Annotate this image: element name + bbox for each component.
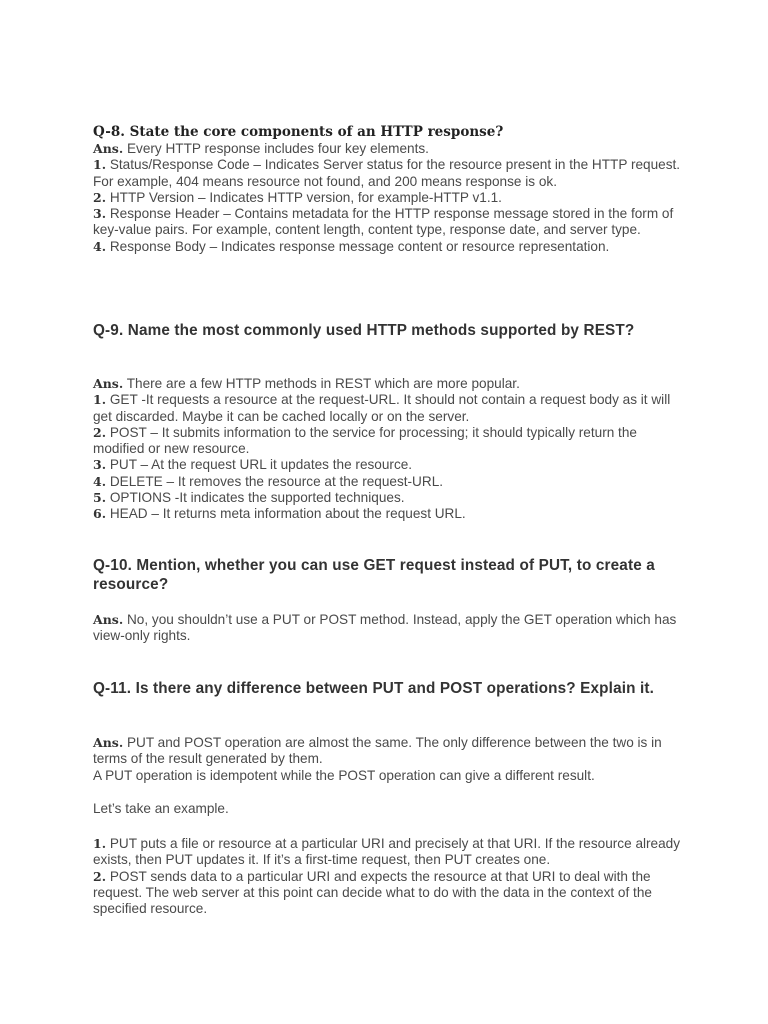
item-text: HTTP Version – Indicates HTTP version, for example-HTTP v1.1. [106, 189, 502, 205]
item-text: DELETE – It removes the resource at the request-URL. [106, 473, 444, 489]
item-number: 2. [93, 189, 107, 205]
item-number: 3. [93, 206, 107, 222]
answer-intro [93, 141, 683, 157]
item-text: PUT puts a file or resource at a particular URI and precisely at that URI. If the resource already exists, then PUT updates it. If it’s a first-time request, then PUT creates one. [93, 836, 681, 868]
ans-label: Ans. [93, 141, 124, 156]
list-item [93, 190, 683, 206]
answer-body [93, 376, 683, 523]
item-text: Response Body – Indicates response message content or resource representation. [106, 238, 610, 254]
item-text: POST – It submits information to the service for processing; it should typically return the modified or new resource. [93, 424, 637, 457]
item-number: 4. [93, 473, 107, 489]
item-text: HEAD – It returns meta information about the request URL. [106, 506, 466, 522]
answer-body [93, 612, 683, 645]
item-number: 6. [93, 506, 107, 522]
answer-intro [93, 612, 683, 645]
list-item [93, 836, 683, 869]
item-text: OPTIONS -It indicates the supported techniques. [106, 490, 405, 506]
ans-text: Every HTTP response includes four key elements. [123, 141, 429, 156]
answer-line: A PUT operation is idempotent while the POST operation can give a different result. [93, 767, 595, 783]
question-title: Q-8. State the core components of an HTTP response? [93, 124, 504, 140]
list-item [93, 392, 683, 425]
answer-body [93, 735, 683, 784]
list-item [93, 157, 683, 190]
ans-text: PUT and POST operation are almost the same. The only difference between the two is in terms of the result generated by them. [93, 735, 662, 767]
ans-label: Ans. [93, 735, 124, 750]
example-intro [93, 801, 683, 817]
section-q10 [93, 556, 683, 594]
question-title: Q-10. Mention, whether you can use GET request instead of PUT, to create a resource? [93, 557, 655, 593]
item-number: 2. [93, 868, 107, 884]
item-number: 1. [93, 392, 107, 408]
list-item [93, 206, 683, 239]
section-q11 [93, 679, 683, 698]
answer-intro [93, 735, 683, 768]
item-text: GET -It requests a resource at the request-URL. It should not contain a request body as it will get discarded. Maybe it can be cached locally or on the server. [93, 392, 671, 424]
item-text: PUT – At the request URL it updates the resource. [106, 457, 413, 473]
list-item [93, 425, 683, 458]
section-q8 [93, 124, 683, 255]
list-item [93, 869, 683, 918]
item-number: 5. [93, 490, 107, 506]
ans-text: No, you shouldn’t use a PUT or POST method. Instead, apply the GET operation which has view-only rights. [93, 612, 677, 644]
ans-label: Ans. [93, 376, 124, 391]
item-text: Status/Response Code – Indicates Server status for the resource present in the HTTP request. For example, 404 means resource not found, and 200 means response is ok. [93, 157, 681, 189]
item-number: 4. [93, 238, 107, 254]
item-text: POST sends data to a particular URI and expects the resource at that URI to deal with the request. The web server at this point can decide what to do with the data in the context of the specified resource. [93, 868, 652, 917]
example-text: Let’s take an example. [93, 801, 229, 816]
question-title: Q-11. Is there any difference between PUT and POST operations? Explain it. [93, 680, 655, 697]
question-title: Q-9. Name the most commonly used HTTP methods supported by REST? [93, 322, 635, 339]
example-list [93, 836, 683, 917]
list-item [93, 506, 683, 522]
list-item [93, 474, 683, 490]
list-item [93, 239, 683, 255]
section-q9 [93, 321, 683, 340]
answer-intro [93, 376, 683, 392]
item-text: Response Header – Contains metadata for the HTTP response message stored in the form of key-value pairs. For example, content length, content type, response date, and server type. [93, 206, 674, 238]
item-number: 3. [93, 457, 107, 473]
list-item [93, 457, 683, 473]
item-number: 1. [93, 836, 107, 851]
ans-text: There are a few HTTP methods in REST which are more popular. [123, 376, 520, 391]
item-number: 1. [93, 157, 107, 173]
item-number: 2. [93, 424, 107, 440]
answer-body [93, 141, 683, 255]
list-item [93, 490, 683, 506]
ans-label: Ans. [93, 612, 124, 627]
